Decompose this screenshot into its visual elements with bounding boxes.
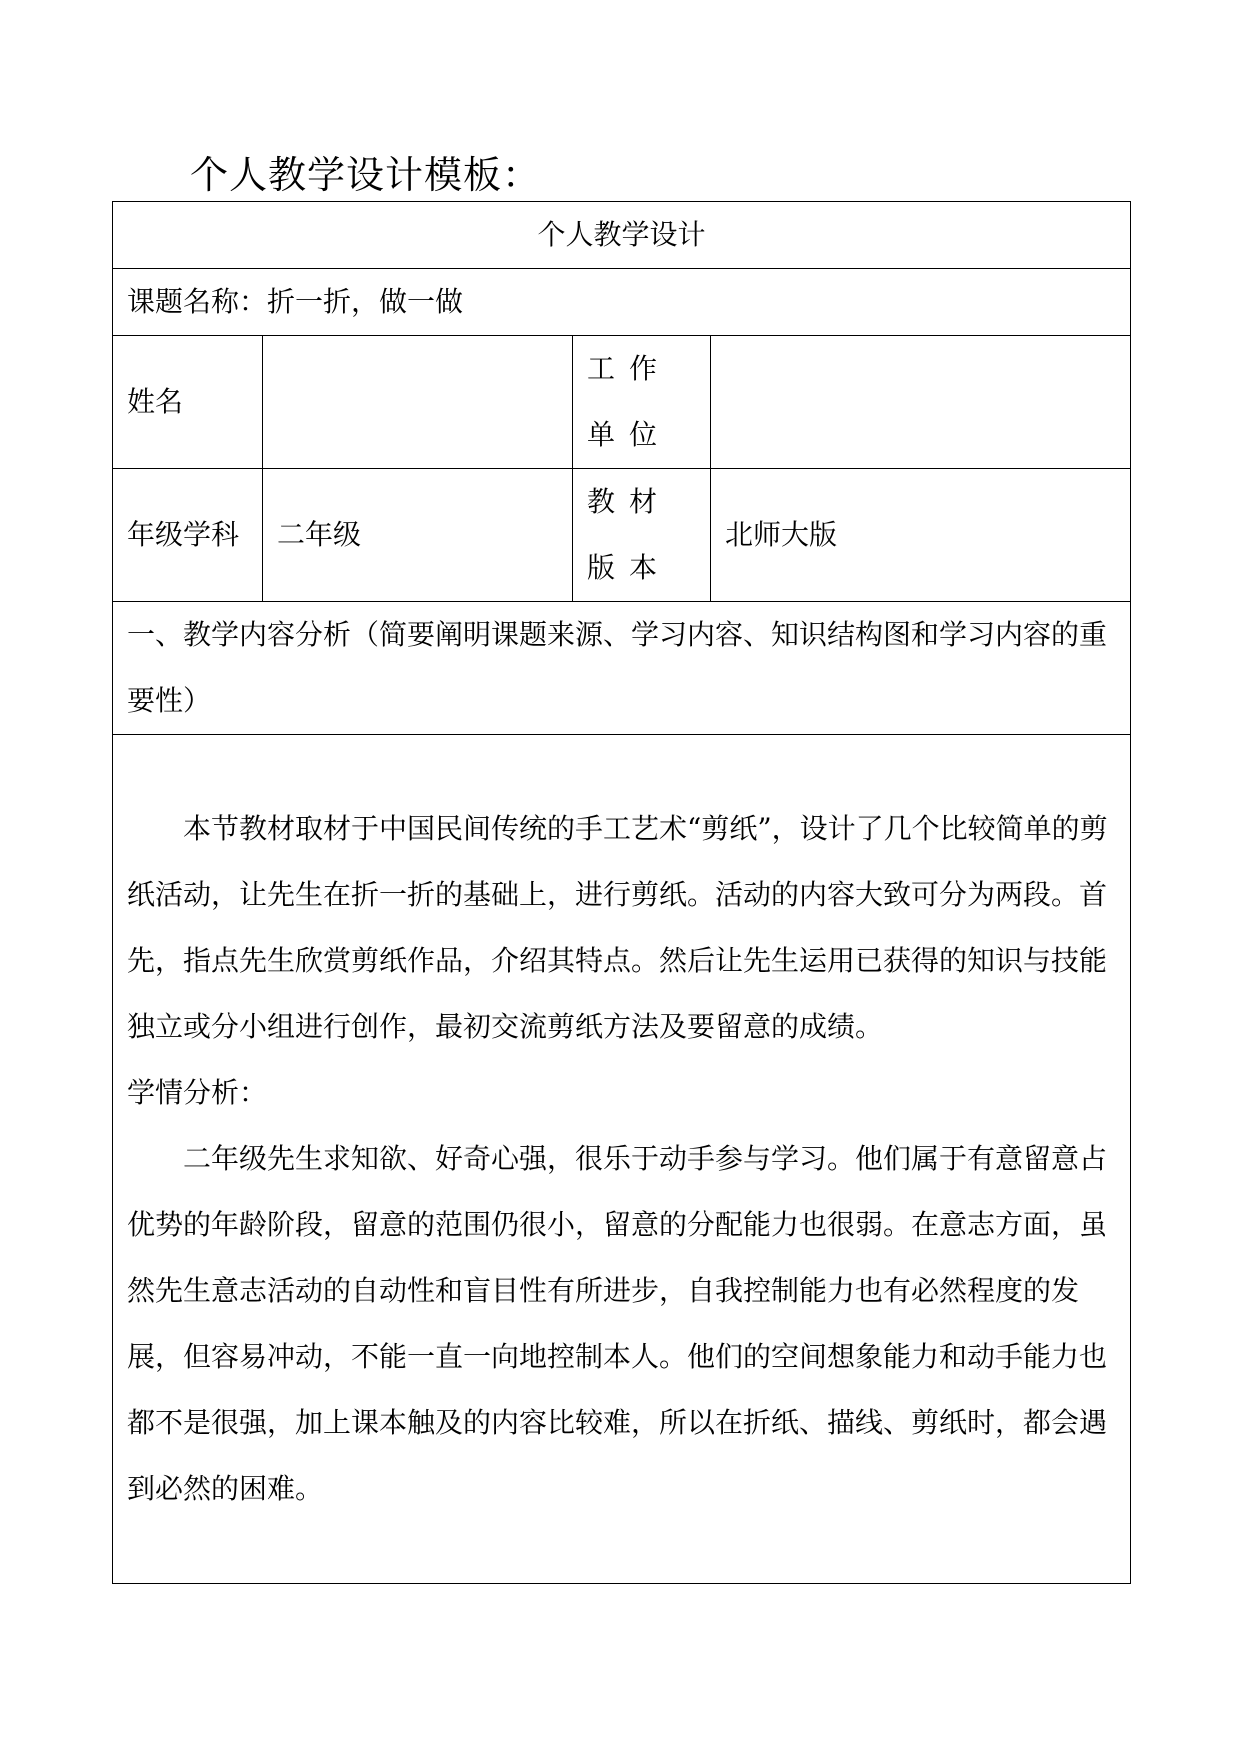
topic-row — [113, 269, 1131, 336]
analysis-heading: 一、教学内容分析（简要阐明课题来源、学习内容、知识结构图和学习内容的重要性） — [113, 602, 1131, 735]
analysis-heading-row — [113, 602, 1131, 735]
teaching-design-table — [112, 201, 1131, 1584]
name-label: 姓名 — [113, 336, 263, 469]
textbook-value: 北师大版 — [711, 469, 1131, 602]
table-title: 个人教学设计 — [113, 202, 1131, 269]
grade-subject-label: 年级学科 — [113, 469, 263, 602]
work-unit-value — [711, 336, 1131, 469]
grade-subject-value: 二年级 — [263, 469, 573, 602]
grade-row — [113, 469, 1131, 602]
student-paragraph: 二年级先生求知欲、好奇心强，很乐于动手参与学习。他们属于有意留意占优势的年龄阶段，留意的范围仍很小，留意的分配能力也很弱。在意志方面，虽然先生意志活动的自动性和盲目性有所进步，自我控制能力也有必然程度的发展，但容易冲动，不能一直一向地控制本人。他们的空间想象能力和动手能力也都不是很强，加上课本触及的内容比较难，所以在折纸、描线、剪纸时，都会遇到必然的困难。 — [127, 1142, 1108, 1505]
work-unit-label: 工作单位 — [573, 336, 711, 469]
topic-cell: 课题名称：折一折，做一做 — [113, 269, 1131, 336]
content-paragraph: 本节教材取材于中国民间传统的手工艺术“剪纸”，设计了几个比较简单的剪纸活动，让先生在折一折的基础上，进行剪纸。活动的内容大致可分为两段。首先，指点先生欣赏剪纸作品，介绍其特点。然后让先生运用已获得的知识与技能独立或分小组进行创作，最初交流剪纸方法及要留意的成绩。 — [127, 812, 1108, 1043]
textbook-label: 教材版本 — [573, 469, 711, 602]
page-heading: 个人教学设计模板： — [190, 153, 542, 197]
person-row — [113, 336, 1131, 469]
content-row — [113, 735, 1131, 1584]
title-row — [113, 202, 1131, 269]
name-value — [263, 336, 573, 469]
student-analysis-label: 学情分析： — [127, 1076, 268, 1109]
content-cell — [113, 735, 1131, 1584]
